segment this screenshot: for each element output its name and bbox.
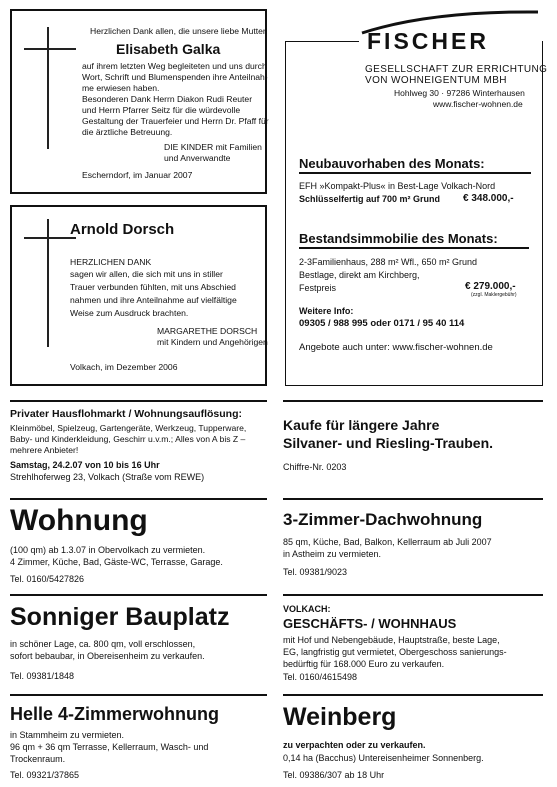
ad-body: sofort bebaubar, in Obereisenheim zu verkaufen. [10, 651, 205, 661]
ad-body: in schöner Lage, ca. 800 qm, voll erschlossen, [10, 639, 196, 649]
ad-phone: Tel. 09386/307 ab 18 Uhr [283, 770, 385, 780]
body-line: Trauer verbunden fühlten, mit uns Abschied [70, 282, 236, 292]
ad-date: Samstag, 24.2.07 von 10 bis 16 Uhr [10, 460, 160, 470]
ad-rule [10, 498, 267, 500]
ad-title: 3-Zimmer-Dachwohnung [283, 510, 483, 529]
ad-body: 96 qm + 36 qm Terrasse, Kellerraum, Wasch- und [10, 742, 209, 752]
body-line: nahmen und ihre Anteilnahme auf vielfältige [70, 295, 237, 305]
ad-body: mit Hof und Nebengebäude, Hauptstraße, beste Lage, [283, 635, 500, 645]
company-tagline: VON WOHNEIGENTUM MBH [365, 75, 507, 86]
ad-body: Trockenraum. [10, 754, 66, 764]
info-heading: Weitere Info: [299, 306, 354, 316]
offer-heading: Bestandsimmobilie des Monats: [299, 231, 498, 246]
place-date: Volkach, im Dezember 2006 [70, 362, 178, 372]
ad-body: Kleinmöbel, Spielzeug, Gartengeräte, Werkzeug, Tupperware, [10, 423, 247, 433]
ad-body: mehrere Anbieter! [10, 445, 79, 455]
signature-line: und Anverwandte [164, 153, 231, 163]
intro-text: Herzlichen Dank allen, die unsere liebe Mutter [90, 26, 266, 36]
offer-heading: Neubauvorhaben des Monats: [299, 156, 485, 171]
ad-title: Silvaner- und Riesling-Trauben. [283, 435, 494, 451]
more-offers: Angebote auch unter: www.fischer-wohnen.de [299, 342, 493, 353]
company-address: Hohlweg 30 · 97286 Winterhausen [394, 88, 525, 98]
ad-body: in Astheim zu vermieten. [283, 549, 382, 559]
ad-rule [283, 694, 543, 696]
ad-body: bedürftig für 168.000 Euro zu verkaufen. [283, 659, 445, 669]
frame-top [285, 41, 359, 42]
offer-line: Bestlage, direkt am Kirchberg, [299, 270, 420, 280]
ad-body: Baby- und Kinderkleidung, Geschirr u.v.m.; Alles von A bis Z – [10, 434, 246, 444]
ad-title: Weinberg [283, 703, 397, 731]
ad-body: (100 qm) ab 1.3.07 in Obervolkach zu vermieten. [10, 545, 206, 555]
offer-line: EFH »Kompakt-Plus« in Best-Lage Volkach-Nord [299, 181, 496, 191]
company-tagline: GESELLSCHAFT ZUR ERRICHTUNG [365, 64, 548, 75]
body-line: Gestaltung der Trauerfeier und Herrn Dr. Pfaff für [82, 116, 269, 126]
body-line: Wort, Schrift und Blumenspenden ihre Anteilnah- [82, 72, 268, 82]
body-line: auf ihrem letzten Weg begleiteten und uns durch [82, 61, 267, 71]
offer-price: € 279.000,- [465, 281, 516, 292]
ad-chiffre: Chiffre-Nr. 0203 [283, 462, 347, 472]
underline [299, 247, 529, 249]
deceased-name: Elisabeth Galka [116, 41, 221, 57]
body-line: und Herrn Pfarrer Seitz für die würdevolle [82, 105, 241, 115]
price-note: (zzgl. Maklergebühr) [471, 292, 517, 298]
offer-line: Schlüsselfertig auf 700 m² Grund [299, 194, 441, 204]
ad-rule [10, 594, 267, 596]
signature-line: mit Kindern und Angehörigen [157, 337, 268, 347]
underline [299, 172, 531, 174]
ad-phone: Tel. 09321/37865 [10, 770, 80, 780]
ad-body: 4 Zimmer, Küche, Bad, Gäste-WC, Terrasse, Garage. [10, 557, 223, 567]
deceased-name: Arnold Dorsch [70, 221, 175, 238]
ad-body: EG, langfristig gut vermietet, Obergeschoss sanierungs- [283, 647, 507, 657]
ad-phone: Tel. 0160/5427826 [10, 574, 85, 584]
body-line: me erwiesen haben. [82, 83, 160, 93]
body-line: Besonderen Dank Herrn Diakon Rudi Reuter [82, 94, 253, 104]
ad-title: GESCHÄFTS- / WOHNHAUS [283, 616, 457, 631]
signature-line: MARGARETHE DORSCH [157, 326, 258, 336]
ad-title: Sonniger Bauplatz [10, 603, 230, 631]
ad-rule [10, 694, 267, 696]
ad-kicker: VOLKACH: [283, 604, 331, 614]
brand-logo: FISCHER [367, 28, 489, 54]
place-date: Escherndorf, im Januar 2007 [82, 170, 193, 180]
ad-rule [283, 498, 543, 500]
ad-phone: Tel. 0160/4615498 [283, 672, 358, 682]
obituary-galka [10, 9, 267, 194]
signature-line: DIE KINDER mit Familien [164, 142, 262, 152]
ad-rule [283, 400, 543, 402]
ad-title: Helle 4-Zimmerwohnung [10, 704, 220, 724]
ad-body: 0,14 ha (Bacchus) Untereisenheimer Sonnenberg. [283, 753, 484, 763]
ad-body: 85 qm, Küche, Bad, Balkon, Kellerraum ab Juli 2007 [283, 537, 492, 547]
ad-body: in Stammheim zu vermieten. [10, 730, 125, 740]
ad-address: Strehlhoferweg 23, Volkach (Straße vom REWE) [10, 472, 205, 482]
body-line: Weise zum Ausdruck brachten. [70, 308, 189, 318]
offer-line: 2-3Familienhaus, 288 m² Wfl., 650 m² Grund [299, 257, 478, 267]
body-line: sagen wir allen, die sich mit uns in stiller [70, 269, 223, 279]
cross-bar [24, 237, 76, 239]
ad-rule [283, 594, 543, 596]
cross-icon [47, 27, 49, 149]
ad-phone: Tel. 09381/1848 [10, 671, 75, 681]
body-line: HERZLICHEN DANK [70, 257, 152, 267]
obituary-dorsch [10, 205, 267, 386]
ad-subtitle: zu verpachten oder zu verkaufen. [283, 740, 426, 750]
ad-rule [10, 400, 267, 402]
company-web: www.fischer-wohnen.de [433, 99, 523, 109]
info-phone: 09305 / 988 995 oder 0171 / 95 40 114 [299, 318, 465, 329]
offer-line: Festpreis [299, 283, 337, 293]
ad-title: Wohnung [10, 504, 148, 537]
ad-title: Privater Hausflohmarkt / Wohnungsauflösung: [10, 408, 242, 420]
fischer-ad [285, 9, 548, 386]
body-line: die ärztliche Betreuung. [82, 127, 173, 137]
cross-bar [24, 48, 76, 50]
offer-price: € 348.000,- [463, 193, 514, 204]
ad-title: Kaufe für längere Jahre [283, 417, 440, 433]
ad-phone: Tel. 09381/9023 [283, 567, 348, 577]
